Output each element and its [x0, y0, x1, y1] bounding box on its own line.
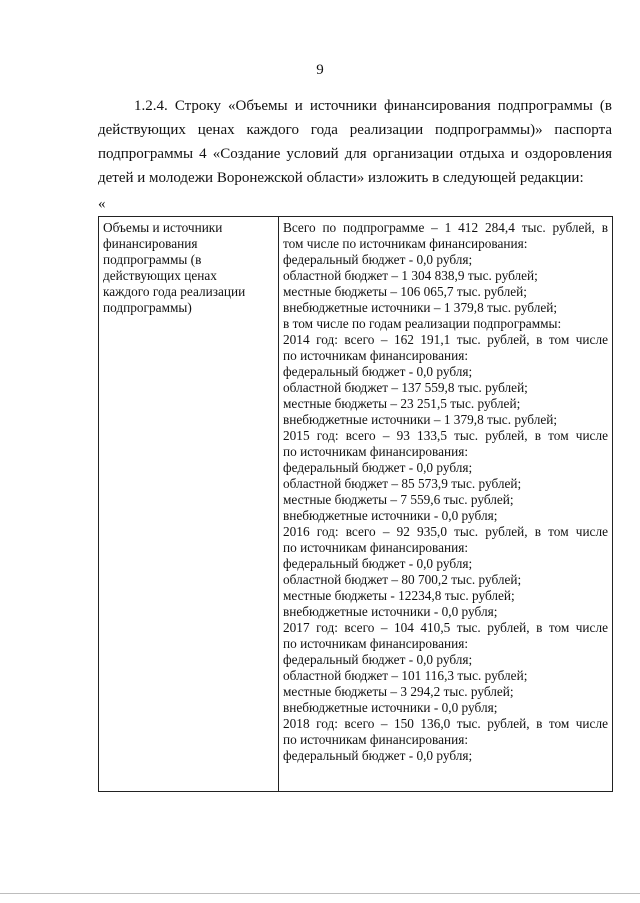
funding-line: по источникам финансирования:: [283, 636, 469, 651]
funding-line: по источникам финансирования:: [283, 444, 469, 459]
funding-line: местные бюджеты – 7 559,6 тыс. рублей;: [283, 492, 514, 507]
funding-line: внебюджетные источники – 1 379,8 тыс. рублей;: [283, 300, 558, 315]
funding-line: областной бюджет – 80 700,2 тыс. рублей;: [283, 572, 522, 587]
row-label-line: подпрограммы (в: [103, 252, 202, 267]
page-number: 9: [316, 62, 324, 78]
passport-table: [98, 216, 613, 792]
funding-line: по источникам финансирования:: [283, 732, 469, 747]
funding-line: федеральный бюджет - 0,0 рубля;: [283, 460, 473, 475]
funding-line: 2015 год: всего – 93 133,5 тыс. рублей, в том числе: [283, 428, 608, 443]
table-row: [99, 217, 613, 792]
funding-line: областной бюджет – 85 573,9 тыс. рублей;: [283, 476, 522, 491]
funding-line: внебюджетные источники - 0,0 рубля;: [283, 700, 498, 715]
opening-quote-mark: «: [98, 196, 106, 212]
row-label-line: Объемы и источники: [103, 220, 223, 235]
funding-line: федеральный бюджет - 0,0 рубля;: [283, 556, 473, 571]
funding-line: местные бюджеты – 23 251,5 тыс. рублей;: [283, 396, 521, 411]
funding-line: по источникам финансирования:: [283, 540, 469, 555]
funding-line: по источникам финансирования:: [283, 348, 469, 363]
intro-line: 1.2.4. Строку «Объемы и источники финансирования подпрограммы (в: [134, 98, 612, 114]
funding-line: областной бюджет – 1 304 838,9 тыс. рублей;: [283, 268, 538, 283]
funding-line: федеральный бюджет - 0,0 рубля;: [283, 252, 473, 267]
intro-line: подпрограммы 4 «Создание условий для организации отдыха и оздоровления: [98, 146, 612, 162]
row-label-line: действующих ценах: [103, 268, 217, 283]
funding-line: федеральный бюджет - 0,0 рубля;: [283, 652, 473, 667]
funding-line: областной бюджет – 137 559,8 тыс. рублей;: [283, 380, 528, 395]
funding-line: 2017 год: всего – 104 410,5 тыс. рублей, в том числе: [283, 620, 608, 635]
funding-line: внебюджетные источники - 0,0 рубля;: [283, 508, 498, 523]
funding-line: федеральный бюджет - 0,0 рубля;: [283, 364, 473, 379]
funding-line: Всего по подпрограмме – 1 412 284,4 тыс. рублей, в: [283, 220, 608, 235]
funding-line: 2016 год: всего – 92 935,0 тыс. рублей, в том числе: [283, 524, 608, 539]
funding-line: 2018 год: всего – 150 136,0 тыс. рублей, в том числе: [283, 716, 608, 731]
row-label-cell: [99, 217, 279, 792]
funding-line: 2014 год: всего – 162 191,1 тыс. рублей, в том числе: [283, 332, 608, 347]
page-bottom-edge: [0, 893, 640, 894]
funding-line: местные бюджеты – 3 294,2 тыс. рублей;: [283, 684, 514, 699]
funding-line: в том числе по годам реализации подпрограммы:: [283, 316, 562, 331]
intro-paragraph: [98, 94, 612, 190]
intro-line: действующих ценах каждого года реализации подпрограммы)» паспорта: [98, 122, 612, 138]
intro-line: детей и молодежи Воронежской области» изложить в следующей редакции:: [98, 170, 584, 186]
funding-line: федеральный бюджет - 0,0 рубля;: [283, 748, 473, 763]
funding-details-cell: [279, 217, 613, 792]
row-label-line: каждого года реализации: [103, 284, 246, 299]
funding-line: местные бюджеты – 106 065,7 тыс. рублей;: [283, 284, 527, 299]
row-label-line: подпрограммы): [103, 300, 192, 315]
funding-line: местные бюджеты - 12234,8 тыс. рублей;: [283, 588, 515, 603]
funding-line: том числе по источникам финансирования:: [283, 236, 528, 251]
funding-line: областной бюджет – 101 116,3 тыс. рублей;: [283, 668, 528, 683]
funding-line: внебюджетные источники – 1 379,8 тыс. рублей;: [283, 412, 558, 427]
row-label-line: финансирования: [103, 236, 198, 251]
funding-line: внебюджетные источники - 0,0 рубля;: [283, 604, 498, 619]
